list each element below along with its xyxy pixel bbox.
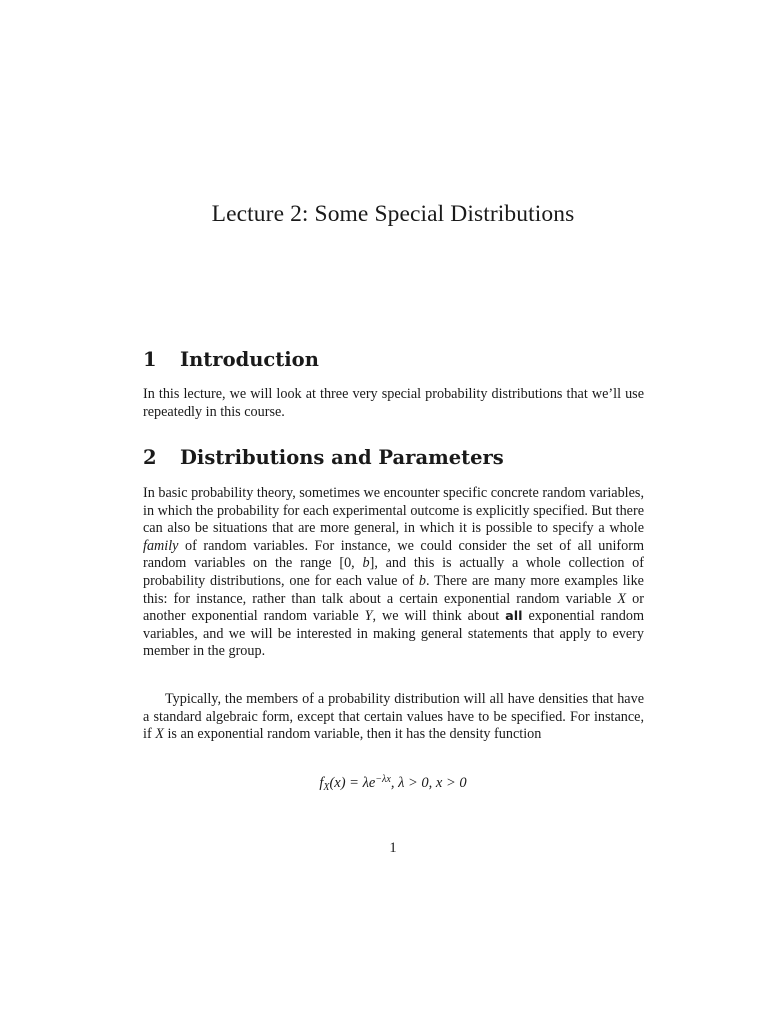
equation-subscript: X xyxy=(323,782,330,793)
distributions-paragraph-1 xyxy=(143,485,644,661)
density-equation xyxy=(0,775,768,792)
text-run: exponential random variables, and we will be interested in making general statements that apply to every member in the group. xyxy=(143,608,644,660)
equation-condition-lambda: , λ > 0, xyxy=(390,775,433,791)
section-heading-distributions xyxy=(143,446,504,469)
section-title: Distributions and Parameters xyxy=(180,446,504,469)
text-run: is an exponential random variable, then it has the density function xyxy=(163,726,542,743)
text-run: or another exponential random variable xyxy=(143,590,644,625)
text-run: . There are many more examples like this: for instance, rather than talk about a certain exponential random variable xyxy=(143,572,644,607)
text-run: Typically, the members of a probability distribution will all have densities that have a standard algebraic form, except that certain values have to be specified. For instance, if xyxy=(143,691,644,743)
equation-lhs: (x) = λe xyxy=(329,775,376,791)
text-run: of random variables. For instance, we could consider the set of all uniform random variables on the range xyxy=(143,537,644,572)
math-var-y: Y xyxy=(364,608,373,625)
math-range-close: ] xyxy=(369,555,375,572)
introduction-paragraph: In this lecture, we will look at three very special probability distributions that we’ll use repeatedly in this course. xyxy=(143,386,644,420)
page-number: 1 xyxy=(389,840,397,856)
math-var-b: b xyxy=(418,572,426,589)
math-range-open: [0, xyxy=(339,555,363,572)
equation-condition-x: x > 0 xyxy=(432,775,467,791)
math-var-x: X xyxy=(617,590,627,607)
math-var-x: X xyxy=(155,726,164,743)
equation-f: f xyxy=(319,775,324,791)
emphasis-family: family xyxy=(143,537,179,554)
section-heading-introduction xyxy=(143,348,319,371)
distributions-paragraph-2 xyxy=(143,691,644,744)
text-run: , we will think about xyxy=(372,608,506,625)
text-run: In basic probability theory, sometimes we encounter specific concrete random variables, in which the probability for each experimental outcome is explicitly specified. But there can also be situations that are more general, in which it is possible to specify a whole xyxy=(143,485,644,537)
math-var-b: b xyxy=(362,555,370,572)
section-number: 1 xyxy=(143,348,157,371)
section-title: Introduction xyxy=(180,348,319,371)
text-run: , and this is actually a whole collection of probability distributions, one for each value of xyxy=(143,555,644,589)
lecture-title: Lecture 2: Some Special Distributions xyxy=(211,201,575,227)
emphasis-all: all xyxy=(505,609,523,625)
section-number: 2 xyxy=(143,446,157,469)
equation-exponent: −λx xyxy=(375,774,391,785)
